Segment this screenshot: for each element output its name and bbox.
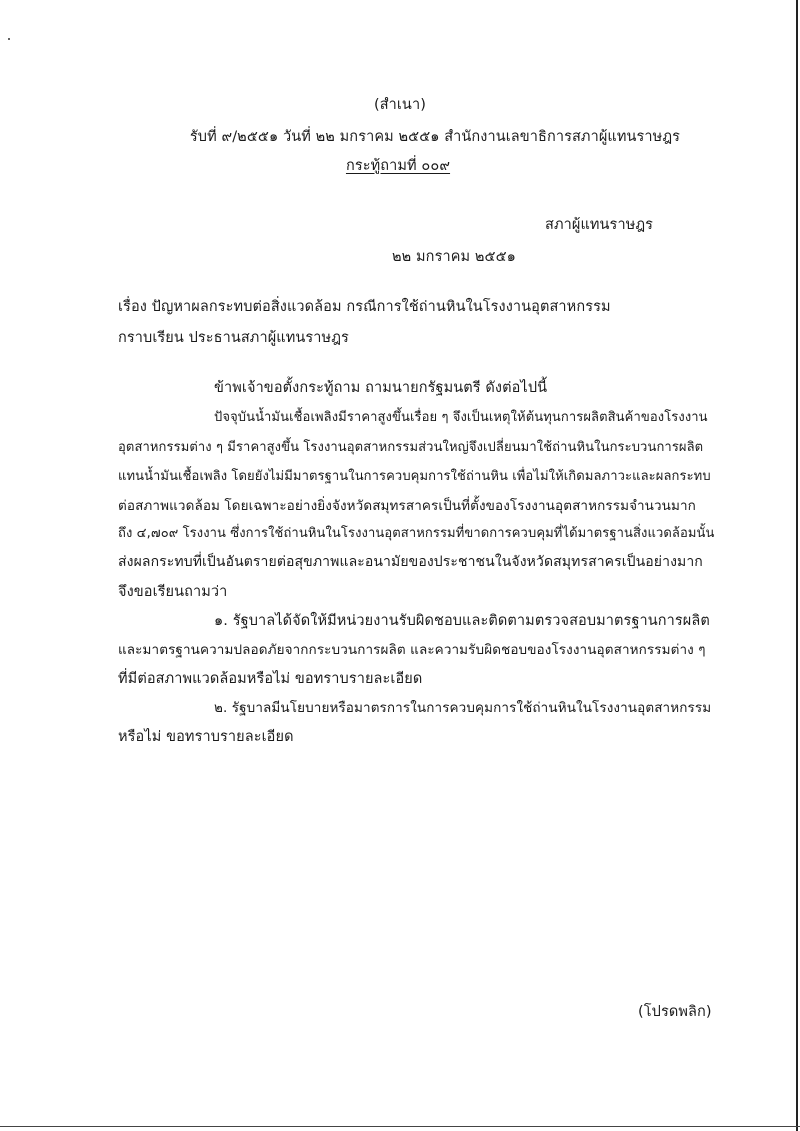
paragraph-line: จึงขอเรียนถามว่า [118, 584, 228, 600]
copy-mark: (สำเนา) [374, 97, 426, 113]
subject-line: เรื่อง ปัญหาผลกระทบต่อสิ่งแวดล้อม กรณีการใช้ถ่านหินในโรงงานอุตสาหกรรม [118, 299, 611, 315]
paragraph-line: อุตสาหกรรมต่าง ๆ มีราคาสูงขึ้น โรงงานอุตสาหกรรมส่วนใหญ่จึงเปลี่ยนมาใช้ถ่านหินในกระบวนการผลิต [118, 440, 704, 455]
paragraph-line: แทนน้ำมันเชื้อเพลิง โดยยังไม่มีมาตรฐานในการควบคุมการใช้ถ่านหิน เพื่อไม่ให้เกิดมลภาวะและผลกระทบ [118, 469, 711, 484]
question-1-line: และมาตรฐานความปลอดภัยจากกระบวนการผลิต และความรับผิดชอบของโรงงานอุตสาหกรรมต่าง ๆ [118, 642, 706, 658]
scan-edge-bottom [0, 1126, 800, 1127]
paragraph-line: ปัจจุบันน้ำมันเชื้อเพลิงมีราคาสูงขึ้นเรื่อย ๆ จึงเป็นเหตุให้ต้นทุนการผลิตสินค้าของโรงงาน [214, 410, 708, 425]
paragraph-line: ส่งผลกระทบที่เป็นอันตรายต่อสุขภาพและอนามัยของประชาชนในจังหวัดสมุทรสาครเป็นอย่างมาก [118, 554, 703, 570]
salutation: กราบเรียน ประธานสภาผู้แทนราษฎร [118, 330, 349, 346]
opening-sentence: ข้าพเจ้าขอตั้งกระทู้ถาม ถามนายกรัฐมนตรี ดังต่อไปนี้ [214, 380, 548, 396]
scan-speck [8, 38, 10, 40]
question-1-line: ๑. รัฐบาลได้จัดให้มีหน่วยงานรับผิดชอบและติดตามตรวจสอบมาตรฐานการผลิต [214, 613, 710, 629]
paragraph-line: ต่อสภาพแวดล้อม โดยเฉพาะอย่างยิ่งจังหวัดสมุทรสาครเป็นที่ตั้งของโรงงานอุตสาหกรรมจำนวนมาก [118, 498, 696, 514]
paragraph-line: ถึง ๔,๗๐๙ โรงงาน ซึ่งการใช้ถ่านหินในโรงงานอุตสาหกรรมที่ขาดการควบคุมที่ได้มาตรฐานสิ่งแวดล้อมนั้น [118, 526, 715, 541]
sender-date: ๒๒ มกราคม ๒๕๕๑ [392, 249, 516, 265]
sender-office: สภาผู้แทนราษฎร [545, 217, 654, 233]
turn-page-note: (โปรดพลิก) [638, 1004, 712, 1020]
received-line: รับที่ ๙/๒๕๕๑ วันที่ ๒๒ มกราคม ๒๕๕๑ สำนักงานเลขาธิการสภาผู้แทนราษฎร [189, 129, 681, 145]
question-1-line: ที่มีต่อสภาพแวดล้อมหรือไม่ ขอทราบรายละเอียด [118, 671, 423, 687]
question-2-line: หรือไม่ ขอทราบรายละเอียด [118, 729, 294, 745]
question-number: กระทู้ถามที่ ๐๐๙ [345, 158, 451, 174]
question-2-line: ๒. รัฐบาลมีนโยบายหรือมาตรการในการควบคุมการใช้ถ่านหินในโรงงานอุตสาหกรรม [214, 700, 712, 716]
